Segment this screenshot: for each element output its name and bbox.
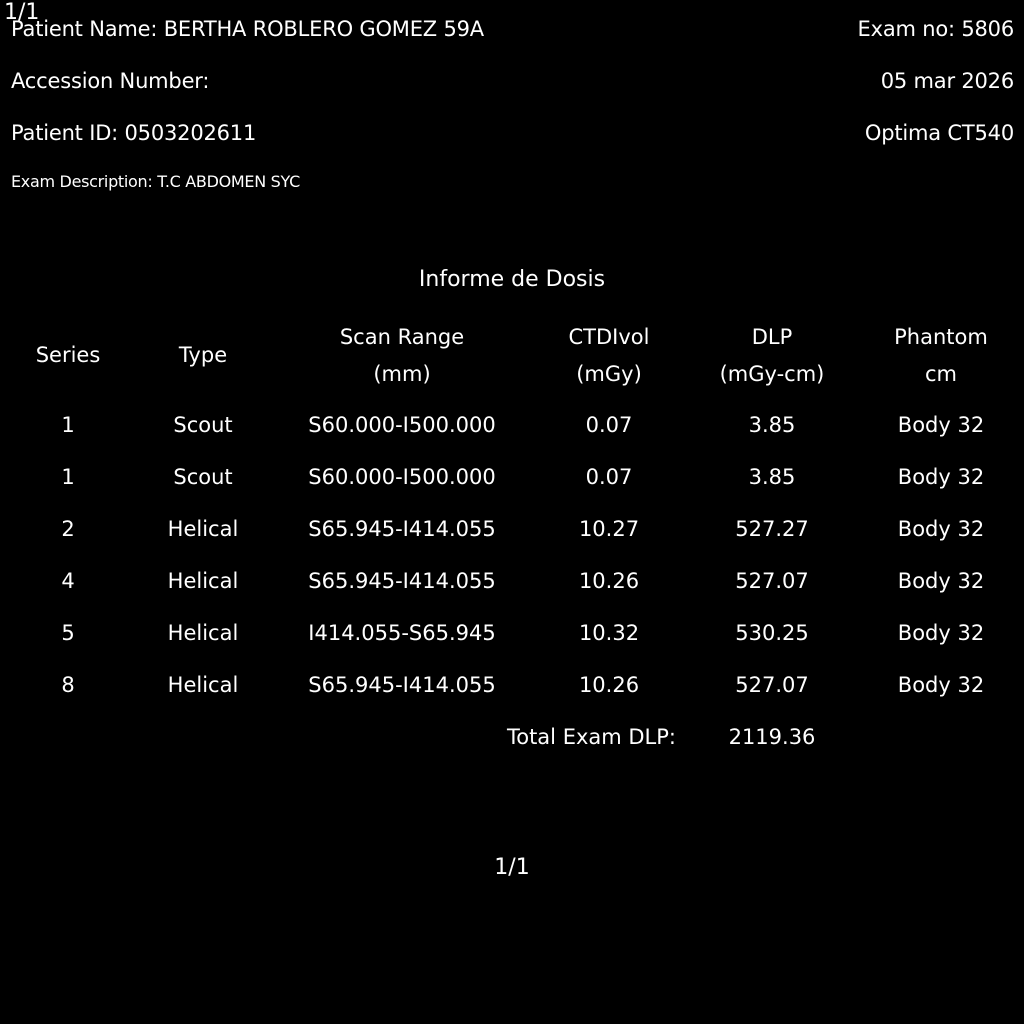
table-cell-phantom: Body 32 [897, 673, 985, 697]
table-cell-series: 1 [61, 413, 75, 437]
table-cell-series: 5 [61, 621, 75, 645]
table-cell-phantom: Body 32 [897, 517, 985, 541]
table-cell-scan-range: S60.000-I500.000 [308, 465, 496, 489]
table-cell-series: 1 [61, 465, 75, 489]
table-cell-type: Helical [167, 569, 239, 593]
column-header-phantom-unit: cm [924, 362, 957, 386]
table-cell-scan-range: S65.945-I414.055 [308, 673, 496, 697]
footer-page-number: 1/1 [494, 855, 530, 880]
report-title: Informe de Dosis [418, 267, 606, 292]
table-cell-type: Scout [173, 465, 233, 489]
table-cell-type: Helical [167, 517, 239, 541]
table-cell-scan-range: S65.945-I414.055 [308, 569, 496, 593]
column-header-dlp: DLP [751, 325, 793, 349]
table-cell-scan-range: S60.000-I500.000 [308, 413, 496, 437]
page-index-overlay: 1/1 [4, 0, 40, 25]
accession-number: Accession Number: [11, 69, 210, 93]
exam-number: Exam no: 5806 [857, 17, 1014, 41]
table-cell-dlp: 527.07 [735, 569, 809, 593]
table-cell-series: 2 [61, 517, 75, 541]
table-cell-ctdivol: 10.26 [578, 673, 640, 697]
patient-name: Patient Name: BERTHA ROBLERO GOMEZ 59A [11, 17, 484, 41]
table-cell-ctdivol: 10.27 [578, 517, 640, 541]
total-exam-dlp-value: 2119.36 [728, 725, 816, 749]
table-cell-phantom: Body 32 [897, 465, 985, 489]
table-cell-ctdivol: 10.32 [578, 621, 640, 645]
table-cell-scan-range: S65.945-I414.055 [308, 517, 496, 541]
scanner-model: Optima CT540 [864, 121, 1014, 145]
table-cell-type: Helical [167, 621, 239, 645]
column-header-series: Series [35, 343, 101, 367]
table-cell-phantom: Body 32 [897, 569, 985, 593]
table-cell-dlp: 530.25 [735, 621, 809, 645]
table-cell-type: Scout [173, 413, 233, 437]
table-cell-series: 8 [61, 673, 75, 697]
table-cell-ctdivol: 10.26 [578, 569, 640, 593]
exam-description: Exam Description: T.C ABDOMEN SYC [11, 172, 301, 191]
table-cell-series: 4 [61, 569, 75, 593]
table-cell-phantom: Body 32 [897, 413, 985, 437]
patient-id: Patient ID: 0503202611 [11, 121, 257, 145]
table-cell-type: Helical [167, 673, 239, 697]
table-cell-dlp: 527.27 [735, 517, 809, 541]
table-cell-scan-range: I414.055-S65.945 [308, 621, 496, 645]
column-header-scan-range: Scan Range [339, 325, 465, 349]
table-cell-ctdivol: 0.07 [585, 413, 633, 437]
table-cell-dlp: 3.85 [748, 465, 796, 489]
column-header-phantom: Phantom [894, 325, 988, 349]
exam-date: 05 mar 2026 [880, 69, 1014, 93]
column-header-scan-range-unit: (mm) [373, 362, 431, 386]
table-cell-dlp: 3.85 [748, 413, 796, 437]
table-cell-ctdivol: 0.07 [585, 465, 633, 489]
column-header-ctdivol: CTDIvol [568, 325, 650, 349]
column-header-ctdivol-unit: (mGy) [576, 362, 642, 386]
table-cell-phantom: Body 32 [897, 621, 985, 645]
total-exam-dlp-label: Total Exam DLP: [506, 725, 676, 749]
column-header-type: Type [178, 343, 228, 367]
table-cell-dlp: 527.07 [735, 673, 809, 697]
column-header-dlp-unit: (mGy-cm) [719, 362, 825, 386]
